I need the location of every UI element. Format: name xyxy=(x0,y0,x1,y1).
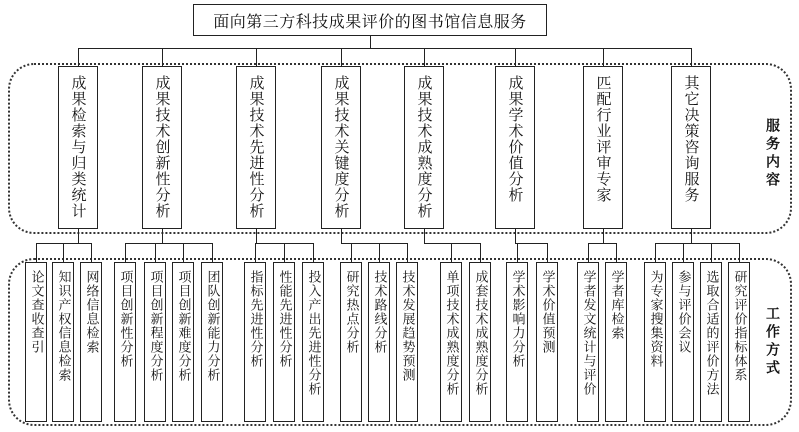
method-node xyxy=(114,262,136,422)
method-node xyxy=(396,262,418,422)
method-node-label: 论文查收查引 xyxy=(28,270,44,354)
service-node xyxy=(404,66,444,229)
method-stem-line xyxy=(341,229,342,243)
service-bus-line xyxy=(78,48,692,49)
method-drop-line xyxy=(711,243,712,262)
method-stem-line xyxy=(78,229,79,243)
method-stem-line xyxy=(256,229,257,243)
method-node xyxy=(700,262,722,422)
service-node xyxy=(236,66,276,229)
method-drop-line xyxy=(379,243,380,262)
service-drop-line xyxy=(256,48,257,66)
method-stem-line xyxy=(515,229,516,243)
service-drop-line xyxy=(424,48,425,66)
service-drop-line xyxy=(162,48,163,66)
method-drop-line xyxy=(655,243,656,262)
method-node xyxy=(80,262,102,422)
method-node-label: 项目创新性分析 xyxy=(117,270,133,368)
service-node-label: 成果技术创新性分析 xyxy=(153,75,172,219)
service-node-label: 成果技术关键度分析 xyxy=(332,75,351,219)
method-node-label: 项目创新难度分析 xyxy=(175,270,191,382)
method-node xyxy=(340,262,362,422)
method-node-label: 团队创新能力分析 xyxy=(204,270,220,382)
method-node-label: 技术路线分析 xyxy=(371,270,387,354)
method-node-label: 项目创新程度分析 xyxy=(147,270,163,382)
method-drop-line xyxy=(255,243,256,262)
method-group-label: 工作方式 xyxy=(764,306,780,378)
service-node-label: 成果技术成熟度分析 xyxy=(415,75,434,219)
service-node-label: 其它决策咨询服务 xyxy=(682,75,701,203)
method-node xyxy=(273,262,295,422)
service-group-label: 服务内容 xyxy=(764,118,780,190)
method-bus-line xyxy=(515,243,548,244)
method-bus-line xyxy=(36,243,92,244)
method-node-label: 选取合适的评价方法 xyxy=(703,270,719,396)
method-node xyxy=(52,262,74,422)
method-drop-line xyxy=(547,243,548,262)
service-node xyxy=(142,66,182,229)
method-node xyxy=(672,262,694,422)
method-drop-line xyxy=(480,243,481,262)
service-node xyxy=(321,66,361,229)
method-stem-line xyxy=(424,229,425,243)
method-bus-line xyxy=(588,243,617,244)
service-node xyxy=(495,66,535,229)
method-bus-line xyxy=(655,243,740,244)
method-stem-line xyxy=(691,229,692,243)
method-node xyxy=(506,262,528,422)
method-node xyxy=(144,262,166,422)
method-drop-line xyxy=(125,243,126,262)
method-drop-line xyxy=(91,243,92,262)
method-drop-line xyxy=(284,243,285,262)
method-node-label: 为专家搜集资料 xyxy=(647,270,663,368)
method-node xyxy=(605,262,627,422)
service-node-label: 匹配行业评审专家 xyxy=(594,75,613,203)
service-node-label: 成果检索与归类统计 xyxy=(69,75,88,219)
method-node-label: 技术发展趋势预测 xyxy=(399,270,415,382)
service-drop-line xyxy=(691,48,692,66)
method-drop-line xyxy=(517,243,518,262)
method-drop-line xyxy=(212,243,213,262)
method-drop-line xyxy=(683,243,684,262)
method-node xyxy=(644,262,666,422)
service-node-label: 成果学术价值分析 xyxy=(506,75,525,203)
method-node-label: 学者库检索 xyxy=(608,270,624,340)
root-stem-line xyxy=(370,36,371,48)
service-node xyxy=(58,66,98,229)
method-node xyxy=(302,262,324,422)
method-drop-line xyxy=(739,243,740,262)
method-node-label: 性能先进性分析 xyxy=(276,270,292,368)
method-node-label: 单项技术成熟度分析 xyxy=(443,270,459,396)
method-bus-line xyxy=(424,243,481,244)
method-drop-line xyxy=(155,243,156,262)
method-node-label: 指标先进性分析 xyxy=(247,270,263,368)
method-drop-line xyxy=(183,243,184,262)
method-drop-line xyxy=(407,243,408,262)
method-node-label: 成套技术成熟度分析 xyxy=(472,270,488,396)
method-drop-line xyxy=(588,243,589,262)
root-title: 面向第三方科技成果评价的图书馆信息服务 xyxy=(213,11,527,31)
method-node-label: 投入产出先进性分析 xyxy=(305,270,321,396)
root-title-box xyxy=(193,4,547,36)
service-drop-line xyxy=(78,48,79,66)
method-node-label: 参与评价会议 xyxy=(675,270,691,354)
service-node-label: 成果技术先进性分析 xyxy=(247,75,266,219)
method-node xyxy=(368,262,390,422)
method-drop-line xyxy=(451,243,452,262)
service-node xyxy=(671,66,711,229)
service-drop-line xyxy=(341,48,342,66)
method-drop-line xyxy=(63,243,64,262)
method-node xyxy=(244,262,266,422)
method-stem-line xyxy=(603,229,604,243)
method-node xyxy=(440,262,462,422)
method-node xyxy=(25,262,47,422)
method-node-label: 研究评价指标体系 xyxy=(731,270,747,382)
service-node xyxy=(583,66,623,229)
method-node-label: 学术影响力分析 xyxy=(509,270,525,368)
method-node xyxy=(536,262,558,422)
method-node xyxy=(172,262,194,422)
method-node xyxy=(728,262,750,422)
service-drop-line xyxy=(603,48,604,66)
method-node-label: 学术价值预测 xyxy=(539,270,555,354)
method-node xyxy=(577,262,599,422)
method-node xyxy=(469,262,491,422)
method-node-label: 知识产权信息检索 xyxy=(55,270,71,382)
method-bus-line xyxy=(125,243,213,244)
method-drop-line xyxy=(313,243,314,262)
method-node-label: 网络信息检索 xyxy=(83,270,99,354)
method-drop-line xyxy=(36,243,37,262)
method-drop-line xyxy=(351,243,352,262)
method-node-label: 学者发文统计与评价 xyxy=(580,270,596,396)
service-drop-line xyxy=(515,48,516,66)
method-drop-line xyxy=(616,243,617,262)
method-node xyxy=(201,262,223,422)
method-node-label: 研究热点分析 xyxy=(343,270,359,354)
method-stem-line xyxy=(162,229,163,243)
